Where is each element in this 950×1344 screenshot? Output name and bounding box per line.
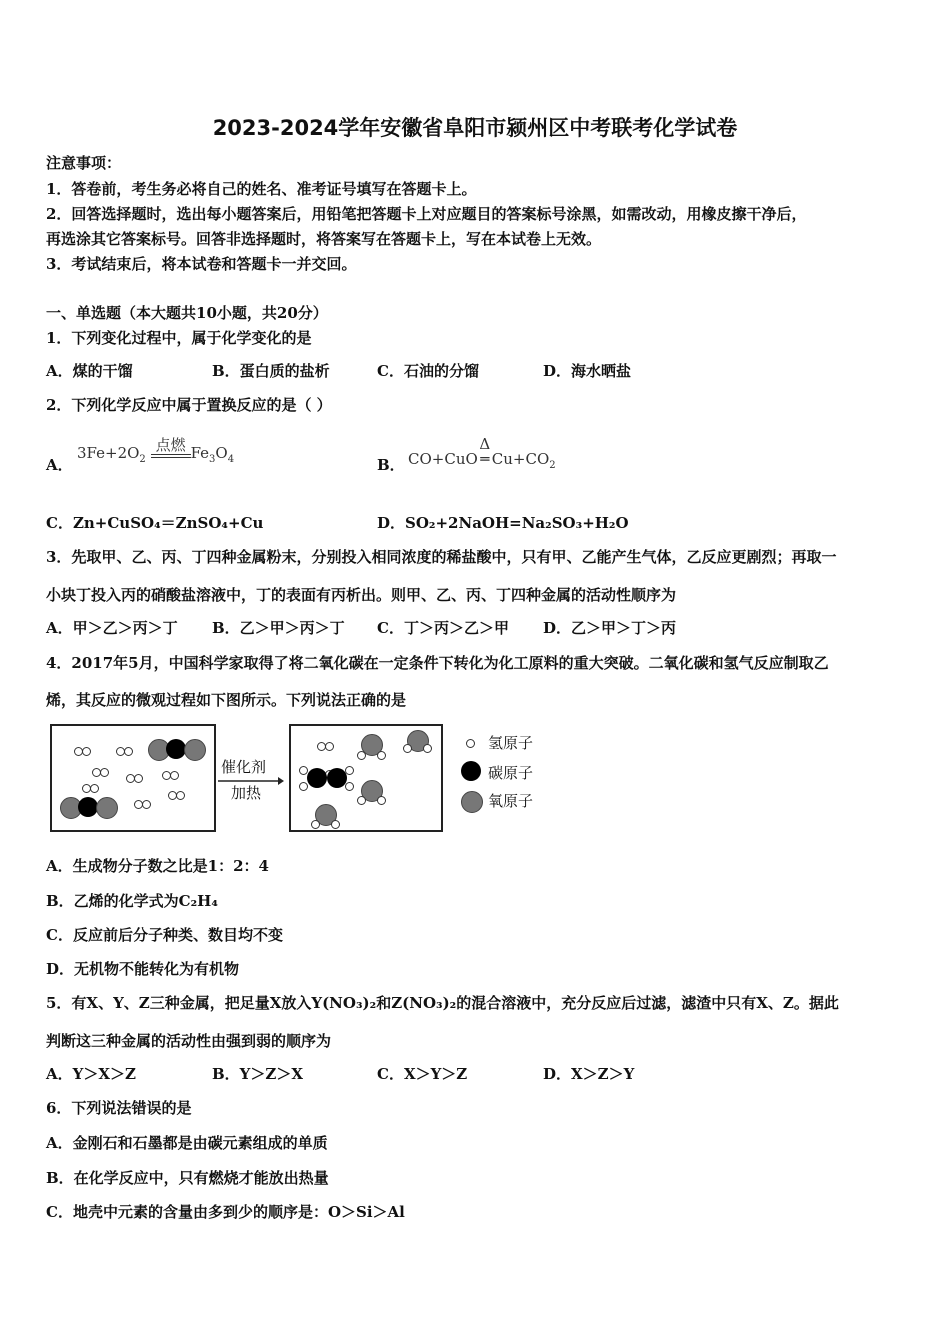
q4-option-d[interactable]: D．无机物不能转化为有机物 xyxy=(46,960,240,978)
eq-left: 3Fe+2O xyxy=(77,444,140,462)
q4-option-a[interactable]: A．生成物分子数之比是1：2：4 xyxy=(46,857,269,875)
hydrogen-atom xyxy=(299,766,308,775)
hydrogen-atom xyxy=(377,751,386,760)
eq-condition: Δ xyxy=(479,435,491,453)
oxygen-atom xyxy=(184,739,206,761)
notice-item: 2．回答选择题时，选出每小题答案后，用铅笔把答题卡上对应题目的答案标号涂黑，如需改动，用橡皮擦干净后， xyxy=(46,205,807,223)
hydrogen-atom xyxy=(134,774,143,783)
q5-stem-line1: 5．有X、Y、Z三种金属，把足量X放入Y(NO₃)₂和Z(NO₃)₂的混合溶液中，充分反应后过滤，滤渣中只有X、Z。据此 xyxy=(46,994,839,1012)
hydrogen-atom xyxy=(325,742,334,751)
eq-right: Cu+CO xyxy=(491,450,550,468)
q1-option-b[interactable]: B．蛋白质的盐析 xyxy=(212,362,330,380)
q6-option-b[interactable]: B．在化学反应中，只有燃烧才能放出热量 xyxy=(46,1169,329,1187)
hydrogen-atom xyxy=(299,782,308,791)
q1-option-d[interactable]: D．海水晒盐 xyxy=(543,362,632,380)
eq-condition-arrow: Δ ═ xyxy=(479,435,491,468)
eq-sub: 2 xyxy=(549,460,556,471)
q5-option-b[interactable]: B．Y＞Z＞X xyxy=(212,1065,303,1083)
q1-option-a[interactable]: A．煤的干馏 xyxy=(46,362,133,380)
q6-stem: 6．下列说法错误的是 xyxy=(46,1099,192,1117)
q5-option-a[interactable]: A．Y＞X＞Z xyxy=(46,1065,136,1083)
q5-option-d[interactable]: D．X＞Z＞Y xyxy=(543,1065,635,1083)
hydrogen-atom xyxy=(82,747,91,756)
eq-left: CO+CuO xyxy=(408,450,478,468)
eq-sub: 2 xyxy=(139,454,146,465)
arrow-condition-top: 催化剂 xyxy=(221,758,267,776)
hydrogen-atom xyxy=(176,791,185,800)
q3-option-d[interactable]: D．乙＞甲＞丁＞丙 xyxy=(543,619,677,637)
q3-option-b[interactable]: B．乙＞甲＞丙＞丁 xyxy=(212,619,345,637)
reactants-box xyxy=(50,724,216,832)
legend-hydrogen-label: 氢原子 xyxy=(488,734,534,752)
legend-oxygen-icon xyxy=(461,791,483,813)
hydrogen-atom xyxy=(357,796,366,805)
hydrogen-atom xyxy=(142,800,151,809)
q6-option-a[interactable]: A．金刚石和石墨都是由碳元素组成的单质 xyxy=(46,1134,328,1152)
q4-stem-line1: 4．2017年5月，中国科学家取得了将二氧化碳在一定条件下转化为化工原料的重大突破。二氧化碳和氢气反应制取乙 xyxy=(46,654,829,672)
carbon-atom xyxy=(307,768,327,788)
products-box xyxy=(289,724,443,832)
q4-stem-line2: 烯，其反应的微观过程如下图所示。下列说法正确的是 xyxy=(46,691,407,709)
section-heading: 一、单选题（本大题共10小题，共20分） xyxy=(46,304,328,322)
carbon-atom xyxy=(166,739,186,759)
page-title: 2023-2024学年安徽省阜阳市颍州区中考联考化学试卷 xyxy=(212,116,738,140)
arrow-condition-bottom: 加热 xyxy=(231,784,262,802)
hydrogen-atom xyxy=(357,751,366,760)
hydrogen-atom xyxy=(345,782,354,791)
q2-stem: 2．下列化学反应中属于置换反应的是（ ） xyxy=(46,396,332,414)
q2-option-b-equation xyxy=(408,435,556,471)
oxygen-atom xyxy=(96,797,118,819)
legend-hydrogen-icon xyxy=(466,739,475,748)
notice-heading: 注意事项： xyxy=(46,154,122,172)
eq-condition: 点燃 xyxy=(155,436,186,454)
hydrogen-atom xyxy=(345,766,354,775)
legend-carbon-label: 碳原子 xyxy=(488,764,534,782)
q3-option-a[interactable]: A．甲＞乙＞丙＞丁 xyxy=(46,619,178,637)
q1-stem: 1．下列变化过程中，属于化学变化的是 xyxy=(46,329,312,347)
q5-option-c[interactable]: C．X＞Y＞Z xyxy=(377,1065,468,1083)
hydrogen-atom xyxy=(403,744,412,753)
notice-item: 1．答卷前，考生务必将自己的姓名、准考证号填写在答题卡上。 xyxy=(46,180,477,198)
hydrogen-atom xyxy=(124,747,133,756)
eq-right: Fe xyxy=(190,444,210,462)
hydrogen-atom xyxy=(90,784,99,793)
q5-stem-line2: 判断这三种金属的活动性由强到弱的顺序为 xyxy=(46,1032,332,1050)
q2-option-b-label[interactable]: B． xyxy=(377,456,405,474)
eq-oxygen: O xyxy=(215,444,228,462)
eq-sub: 3 xyxy=(209,454,216,465)
eq-sub: 4 xyxy=(227,454,235,465)
carbon-atom xyxy=(78,797,98,817)
q3-stem-line2: 小块丁投入丙的硝酸盐溶液中，丁的表面有丙析出。则甲、乙、丙、丁四种金属的活动性顺序为 xyxy=(46,586,677,604)
legend-carbon-icon xyxy=(461,761,481,781)
hydrogen-atom xyxy=(377,796,386,805)
notice-item: 3．考试结束后，将本试卷和答题卡一并交回。 xyxy=(46,255,357,273)
q2-option-c[interactable]: C．Zn+CuSO₄＝ZnSO₄+Cu xyxy=(46,514,264,532)
q4-option-b[interactable]: B．乙烯的化学式为C₂H₄ xyxy=(46,892,218,910)
hydrogen-atom xyxy=(423,744,432,753)
notice-item: 再选涂其它答案标号。回答非选择题时，将答案写在答题卡上，写在本试卷上无效。 xyxy=(46,230,602,248)
q2-option-a-label[interactable]: A． xyxy=(46,456,73,474)
q3-option-c[interactable]: C．丁＞丙＞乙＞甲 xyxy=(377,619,509,637)
q2-option-d[interactable]: D．SO₂+2NaOH=Na₂SO₃+H₂O xyxy=(377,514,629,532)
q1-option-c[interactable]: C．石油的分馏 xyxy=(377,362,479,380)
hydrogen-atom xyxy=(170,771,179,780)
q4-option-c[interactable]: C．反应前后分子种类、数目均不变 xyxy=(46,926,283,944)
carbon-atom xyxy=(327,768,347,788)
q3-stem-line1: 3．先取甲、乙、丙、丁四种金属粉末，分别投入相同浓度的稀盐酸中，只有甲、乙能产生气体，乙反应更剧烈；再取一 xyxy=(46,548,837,566)
hydrogen-atom xyxy=(311,820,320,829)
legend-oxygen-label: 氧原子 xyxy=(488,792,534,810)
q6-option-c[interactable]: C．地壳中元素的含量由多到少的顺序是：O＞Si＞Al xyxy=(46,1203,405,1221)
hydrogen-atom xyxy=(331,820,340,829)
hydrogen-atom xyxy=(100,768,109,777)
q2-option-a-equation xyxy=(77,436,235,465)
eq-condition-arrow xyxy=(151,436,191,458)
